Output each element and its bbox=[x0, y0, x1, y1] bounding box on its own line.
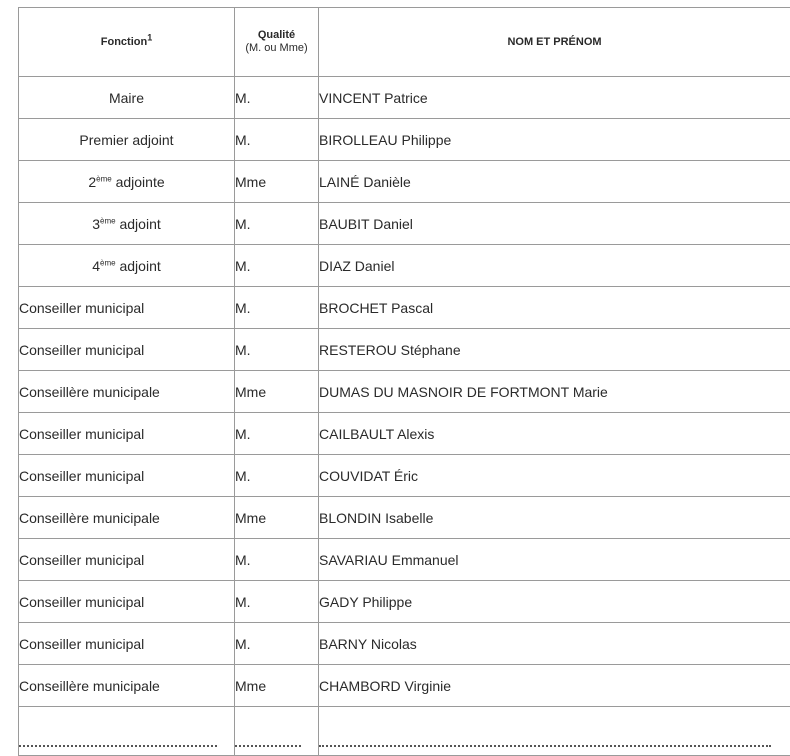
row-fonction: Conseiller municipal bbox=[19, 455, 235, 497]
header-nom-prenom: NOM ET PRÉNOM bbox=[319, 8, 790, 77]
ordinal-suffix: ème bbox=[100, 216, 116, 225]
row-qualite: Mme bbox=[235, 371, 319, 413]
row-nom: RESTEROU Stéphane bbox=[319, 329, 790, 371]
table-row bbox=[19, 413, 790, 455]
ordinal-number: 3 bbox=[92, 216, 100, 232]
row-nom: DUMAS DU MASNOIR DE FORTMONT Marie bbox=[319, 371, 790, 413]
table-header-row bbox=[19, 8, 790, 77]
table-row bbox=[19, 329, 790, 371]
row-fonction: Conseiller municipal bbox=[19, 623, 235, 665]
row-fonction: Conseillère municipale bbox=[19, 497, 235, 539]
table-row bbox=[19, 623, 790, 665]
header-fonction-label: Fonction bbox=[101, 36, 147, 48]
row-nom: BIROLLEAU Philippe bbox=[319, 119, 790, 161]
blank-nom-line bbox=[319, 707, 790, 756]
row-qualite: M. bbox=[235, 329, 319, 371]
row-nom: LAINÉ Danièle bbox=[319, 161, 790, 203]
ordinal-role: adjoint bbox=[116, 258, 161, 274]
council-members-table bbox=[18, 7, 790, 756]
table-row bbox=[19, 245, 790, 287]
table-row bbox=[19, 371, 790, 413]
row-qualite: Mme bbox=[235, 665, 319, 707]
row-fonction bbox=[19, 203, 235, 245]
row-qualite: M. bbox=[235, 119, 319, 161]
row-nom: SAVARIAU Emmanuel bbox=[319, 539, 790, 581]
table-row bbox=[19, 161, 790, 203]
ordinal-role: adjoint bbox=[116, 216, 161, 232]
table-row bbox=[19, 455, 790, 497]
row-nom: CHAMBORD Virginie bbox=[319, 665, 790, 707]
row-fonction: Conseillère municipale bbox=[19, 665, 235, 707]
ordinal-suffix: ème bbox=[96, 174, 112, 183]
table-row bbox=[19, 665, 790, 707]
row-qualite: M. bbox=[235, 455, 319, 497]
dotted-line bbox=[235, 745, 301, 747]
council-members-sheet bbox=[18, 7, 790, 736]
row-qualite: Mme bbox=[235, 497, 319, 539]
ordinal-suffix: ème bbox=[100, 258, 116, 267]
table-row bbox=[19, 119, 790, 161]
row-qualite: M. bbox=[235, 539, 319, 581]
row-qualite: M. bbox=[235, 245, 319, 287]
header-qualite-title: Qualité bbox=[258, 29, 295, 41]
table-row bbox=[19, 581, 790, 623]
row-nom: VINCENT Patrice bbox=[319, 77, 790, 119]
row-fonction: Conseiller municipal bbox=[19, 413, 235, 455]
ordinal-role: adjointe bbox=[112, 174, 165, 190]
blank-fonction-line bbox=[19, 707, 235, 756]
row-fonction: Conseiller municipal bbox=[19, 581, 235, 623]
dotted-line bbox=[319, 745, 771, 747]
row-nom: BARNY Nicolas bbox=[319, 623, 790, 665]
table-row bbox=[19, 77, 790, 119]
blank-qualite-line bbox=[235, 707, 319, 756]
row-fonction: Conseillère municipale bbox=[19, 371, 235, 413]
row-fonction: Conseiller municipal bbox=[19, 329, 235, 371]
row-nom: COUVIDAT Éric bbox=[319, 455, 790, 497]
row-fonction: Conseiller municipal bbox=[19, 287, 235, 329]
ordinal-number: 2 bbox=[88, 174, 96, 190]
footnote-marker: 1 bbox=[147, 32, 152, 42]
row-qualite: M. bbox=[235, 623, 319, 665]
table-row bbox=[19, 203, 790, 245]
row-qualite: M. bbox=[235, 413, 319, 455]
dotted-line bbox=[19, 745, 217, 747]
row-nom: DIAZ Daniel bbox=[319, 245, 790, 287]
row-nom: GADY Philippe bbox=[319, 581, 790, 623]
row-nom: CAILBAULT Alexis bbox=[319, 413, 790, 455]
table-row bbox=[19, 287, 790, 329]
row-qualite: M. bbox=[235, 203, 319, 245]
ordinal-number: 4 bbox=[92, 258, 100, 274]
row-nom: BLONDIN Isabelle bbox=[319, 497, 790, 539]
header-fonction bbox=[19, 8, 235, 77]
row-nom: BAUBIT Daniel bbox=[319, 203, 790, 245]
row-fonction: Premier adjoint bbox=[19, 119, 235, 161]
row-nom: BROCHET Pascal bbox=[319, 287, 790, 329]
row-fonction: Conseiller municipal bbox=[19, 539, 235, 581]
row-qualite: M. bbox=[235, 287, 319, 329]
row-fonction: Maire bbox=[19, 77, 235, 119]
table-row bbox=[19, 539, 790, 581]
row-fonction bbox=[19, 161, 235, 203]
row-qualite: M. bbox=[235, 77, 319, 119]
header-qualite-sub: (M. ou Mme) bbox=[235, 42, 318, 55]
row-fonction bbox=[19, 245, 235, 287]
header-qualite bbox=[235, 8, 319, 77]
blank-fill-row bbox=[19, 707, 790, 756]
row-qualite: M. bbox=[235, 581, 319, 623]
table-row bbox=[19, 497, 790, 539]
row-qualite: Mme bbox=[235, 161, 319, 203]
